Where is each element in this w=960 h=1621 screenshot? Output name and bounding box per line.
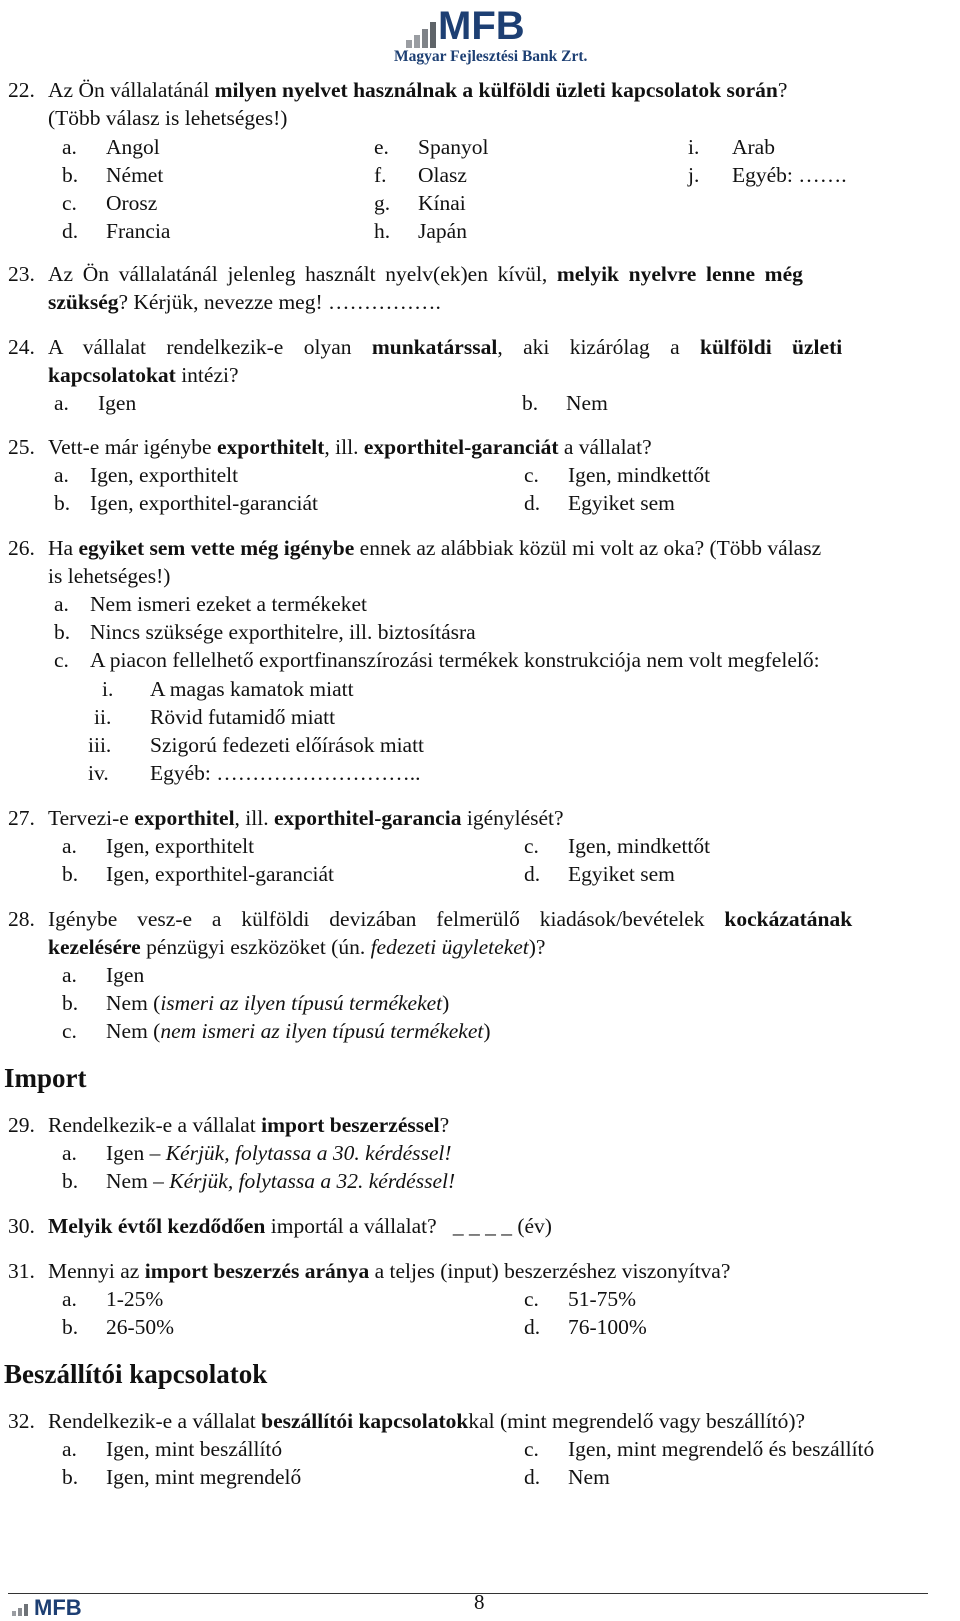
option-letter: d. (524, 1465, 541, 1489)
option-letter: f. (374, 163, 387, 187)
question-note: (Több válasz is lehetséges!) (48, 106, 288, 130)
option-text: Igen, exporthitel-garanciát (106, 862, 335, 886)
option-text: Arab (732, 135, 775, 159)
option-text: Igen (106, 963, 145, 987)
question-text: Az Ön vállalatánál milyen nyelvet használnak a külföldi üzleti kapcsolatok során? (48, 78, 788, 102)
option-text: 1-25% (106, 1287, 164, 1311)
option-text: Francia (106, 219, 171, 243)
option-letter: b. (62, 1315, 79, 1339)
sub-option-numeral: i. (102, 677, 114, 701)
option-letter: b. (62, 862, 79, 886)
question-text-cont: kezelésére pénzügyi eszközöket (ún. fedezeti ügyleteket)? (48, 935, 546, 959)
question-number: 32. (8, 1409, 35, 1433)
option-text: Japán (418, 219, 467, 243)
option-letter: b. (522, 391, 539, 415)
option-letter: c. (524, 1287, 539, 1311)
question-text: Mennyi az import beszerzés aránya a teljes (input) beszerzéshez viszonyítva? (48, 1259, 731, 1283)
question-number: 29. (8, 1113, 35, 1137)
option-letter: d. (524, 862, 541, 886)
question-text: Rendelkezik-e a vállalat import beszerzéssel? (48, 1113, 450, 1137)
option-text: Nem (566, 391, 608, 415)
option-text: Igen, exporthitel-garanciát (90, 491, 319, 515)
option-text: Igen – Kérjük, folytassa a 30. kérdéssel! (106, 1141, 452, 1165)
mfb-logo-header (394, 4, 588, 66)
option-letter: a. (62, 1141, 77, 1165)
option-text: Német (106, 163, 164, 187)
question-text-cont: kapcsolatokat intézi? (48, 363, 239, 387)
question-number: 22. (8, 78, 35, 102)
option-letter: c. (62, 191, 77, 215)
option-letter: a. (62, 135, 77, 159)
option-text: Igen (98, 391, 137, 415)
option-letter: h. (374, 219, 391, 243)
option-text: Igen, mindkettőt (568, 834, 711, 858)
option-text: Olasz (418, 163, 467, 187)
option-letter: d. (524, 491, 541, 515)
option-text: A piacon fellelhető exportfinanszírozási termékek konstrukciója nem volt megfelelő: (90, 648, 820, 672)
question-number: 27. (8, 806, 35, 830)
option-letter: b. (62, 163, 79, 187)
logo-subtitle: Magyar Fejlesztési Bank Zrt. (394, 48, 588, 65)
option-text: Igen, mindkettőt (568, 463, 711, 487)
option-letter: c. (524, 834, 539, 858)
question-number: 30. (8, 1214, 35, 1238)
option-text: Kínai (418, 191, 466, 215)
option-text: Igen, mint megrendelő és beszállító (568, 1437, 875, 1461)
option-text: Egyiket sem (568, 862, 675, 886)
sub-option-numeral: iv. (88, 761, 109, 785)
question-number: 31. (8, 1259, 35, 1283)
mfb-logo-footer (8, 1595, 118, 1620)
question-text: Vett-e már igénybe exporthitelt, ill. exporthitel-garanciát a vállalat? (48, 435, 652, 459)
question-number: 24. (8, 335, 35, 359)
question-text: Tervezi-e exporthitel, ill. exporthitel-garancia igénylését? (48, 806, 564, 830)
option-text: 51-75% (568, 1287, 637, 1311)
question-text: Az Ön vállalatánál jelenleg használt nyelv(ek)en kívül, melyik nyelvre lenne még (48, 262, 803, 286)
question-number: 25. (8, 435, 35, 459)
option-letter: a. (62, 1437, 77, 1461)
option-text: Nem (ismeri az ilyen típusú termékeket) (106, 991, 450, 1015)
option-letter: c. (524, 1437, 539, 1461)
option-letter: a. (54, 463, 69, 487)
question-number: 26. (8, 536, 35, 560)
logo-text: MFB (438, 4, 525, 48)
question-note: is lehetséges!) (48, 564, 171, 588)
footer-divider (8, 1593, 928, 1594)
question-number: 28. (8, 907, 35, 931)
option-text: 26-50% (106, 1315, 175, 1339)
option-text: Spanyol (418, 135, 489, 159)
question-number: 23. (8, 262, 35, 286)
option-letter: j. (688, 163, 700, 187)
option-text: Nincs szüksége exporthitelre, ill. biztosításra (90, 620, 476, 644)
question-text: A vállalat rendelkezik-e olyan munkatárssal, aki kizárólag a külföldi üzleti (48, 335, 843, 359)
sub-option-text: Egyéb: ……………………….. (150, 761, 421, 785)
option-text: Nem ismeri ezeket a termékeket (90, 592, 367, 616)
option-letter: b. (62, 1169, 79, 1193)
option-text: Igen, mint megrendelő (106, 1465, 302, 1489)
option-text: Nem – Kérjük, folytassa a 32. kérdéssel! (106, 1169, 456, 1193)
option-text: Nem (nem ismeri az ilyen típusú termékeket) (106, 1019, 491, 1043)
logo-text: MFB (34, 1595, 82, 1620)
option-text: Igen, exporthitelt (90, 463, 239, 487)
sub-option-text: Rövid futamidő miatt (150, 705, 336, 729)
option-letter: a. (62, 1287, 77, 1311)
option-letter: a. (62, 963, 77, 987)
option-letter: c. (54, 648, 69, 672)
option-text: Nem (568, 1465, 610, 1489)
option-letter: b. (54, 620, 71, 644)
option-letter: g. (374, 191, 391, 215)
question-text-cont: szükség? Kérjük, nevezze meg! ……………. (48, 290, 441, 314)
section-heading-import: Import (4, 1063, 87, 1093)
option-text: Egyiket sem (568, 491, 675, 515)
question-text: Melyik évtől kezdődően importál a vállalat? _ _ _ _ (év) (48, 1214, 552, 1238)
option-letter: a. (54, 592, 69, 616)
question-text: Ha egyiket sem vette még igénybe ennek az alábbiak közül mi volt az oka? (Több válasz (48, 536, 822, 560)
option-letter: d. (524, 1315, 541, 1339)
option-text: Egyéb: ……. (732, 163, 847, 187)
option-text: Igen, exporthitelt (106, 834, 255, 858)
section-heading-suppliers: Beszállítói kapcsolatok (4, 1359, 268, 1389)
question-text: Igénybe vesz-e a külföldi devizában felmerülő kiadások/bevételek kockázatának (48, 907, 853, 931)
sub-option-numeral: ii. (94, 705, 112, 729)
option-letter: c. (62, 1019, 77, 1043)
option-letter: b. (62, 991, 79, 1015)
option-text: Orosz (106, 191, 158, 215)
sub-option-text: Szigorú fedezeti előírások miatt (150, 733, 425, 757)
sub-option-numeral: iii. (88, 733, 112, 757)
page-number: 8 (474, 1590, 485, 1614)
option-letter: c. (524, 463, 539, 487)
option-text: Angol (106, 135, 160, 159)
sub-option-text: A magas kamatok miatt (150, 677, 354, 701)
option-letter: b. (54, 491, 71, 515)
question-text: Rendelkezik-e a vállalat beszállítói kapcsolatokkal (mint megrendelő vagy beszállító)? (48, 1409, 806, 1433)
option-letter: d. (62, 219, 79, 243)
option-letter: i. (688, 135, 700, 159)
option-text: Igen, mint beszállító (106, 1437, 283, 1461)
option-letter: e. (374, 135, 389, 159)
option-letter: a. (62, 834, 77, 858)
option-letter: b. (62, 1465, 79, 1489)
option-letter: a. (54, 391, 69, 415)
option-text: 76-100% (568, 1315, 647, 1339)
